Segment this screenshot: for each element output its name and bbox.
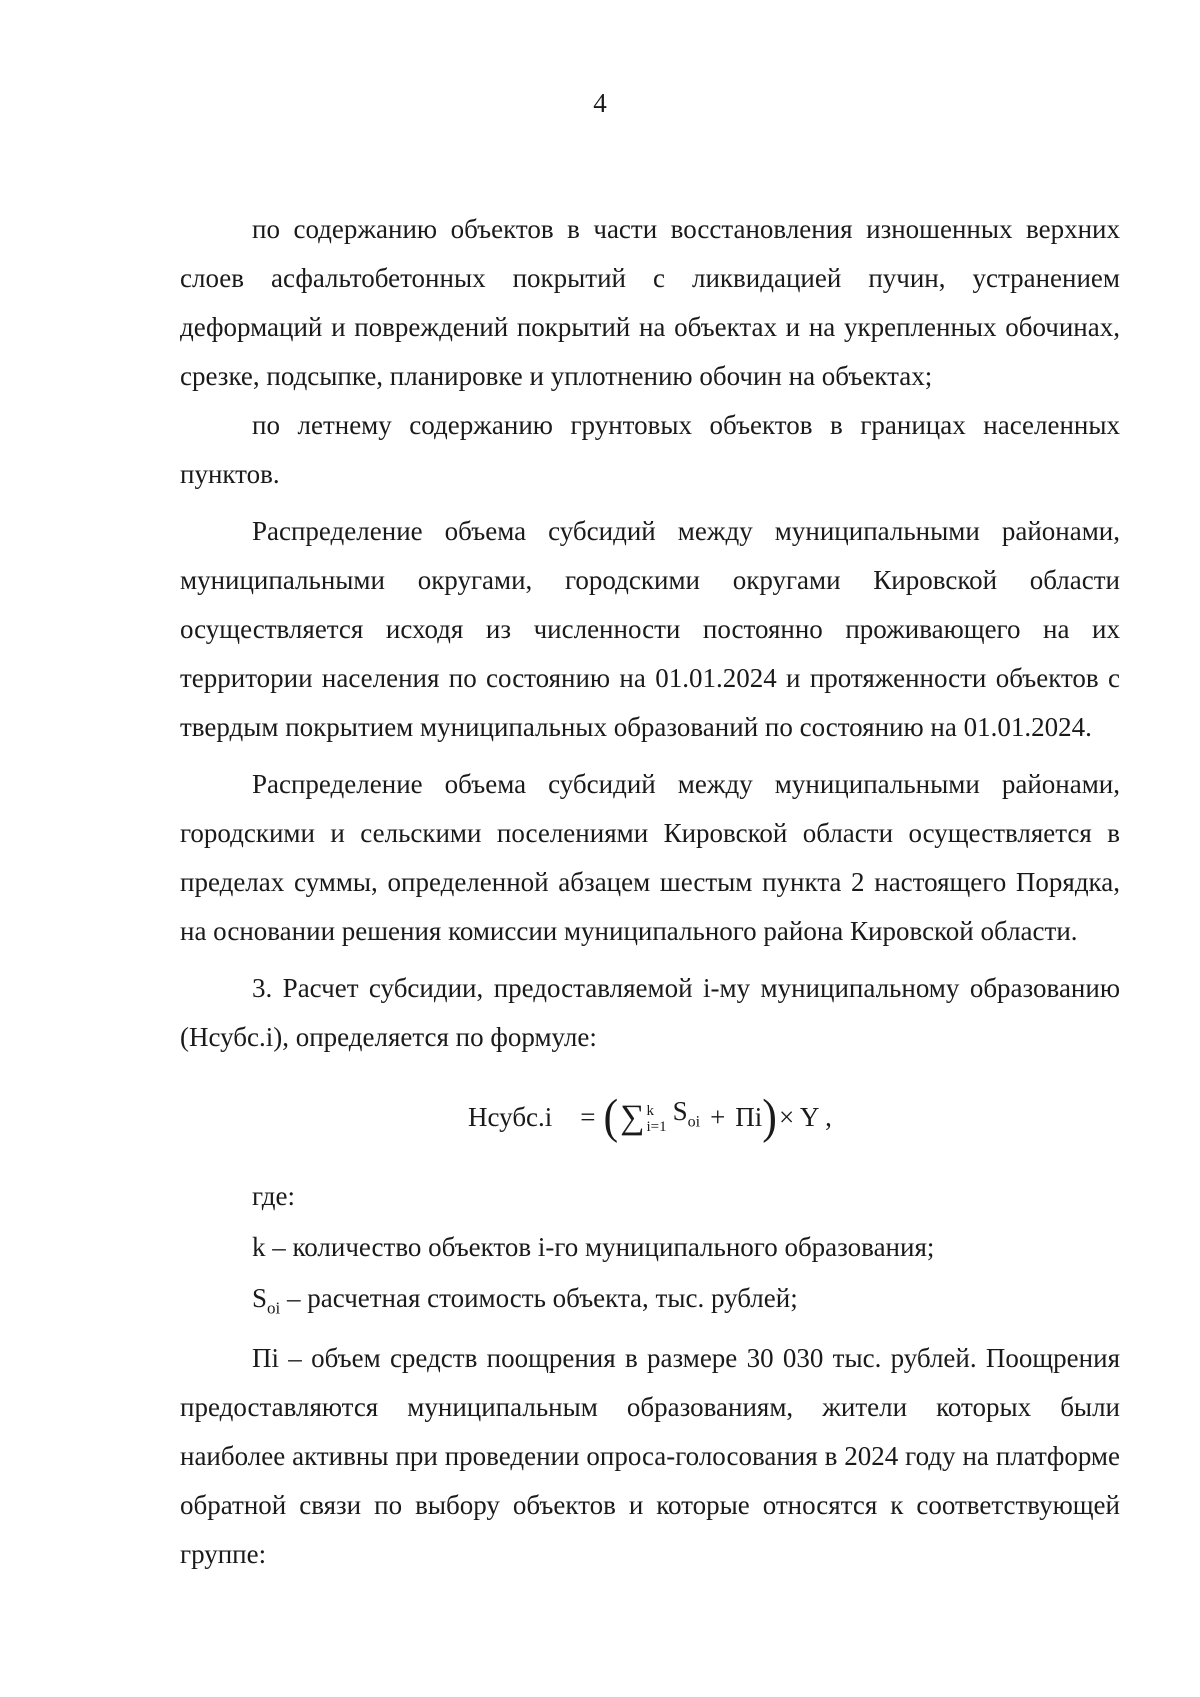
formula-equals: = xyxy=(580,1101,596,1132)
definition-pi: Пi – объем средств поощрения в размере 30 030 тыс. рублей. Поощрения предоставляются муниципальным образованиям, жители которых были наиболее активны при проведении опроса-голосования в 2024 году на платформе обратной связи по выбору объектов и которые относятся к соответствующей группе: xyxy=(180,1343,1120,1570)
formula-lower-limit: i=1 xyxy=(646,1119,667,1135)
paragraph-distribution-districts: Распределение объема субсидий между муниципальными районами, муниципальными округами, городскими округами Кировской области осуществляется исходя из численности постоянно проживающего на их территории населения по состоянию на 01.01.2024 и протяженности объектов с твердым покрытием муниципальных образований по состоянию на 01.01.2024. xyxy=(180,516,1120,742)
formula-close-paren: ) xyxy=(762,1089,777,1144)
subsidy-formula xyxy=(180,1062,1120,1172)
paragraph-summer-maintenance: по летнему содержанию грунтовых объектов в границах населенных пунктов. xyxy=(180,410,1120,489)
paragraph-subsidy-calculation: 3. Расчет субсидии, предоставляемой i-му муниципальному образованию (Нсубс.i), определяется по формуле: xyxy=(180,973,1120,1052)
definition-k: k – количество объектов i-го муниципального образования; xyxy=(252,1232,935,1262)
formula-sum-limits xyxy=(646,1103,666,1135)
formula-times-y: × Y , xyxy=(778,1101,832,1132)
definitions-where: где: xyxy=(252,1181,295,1211)
body-text xyxy=(180,205,1120,1579)
paragraph-distribution-settlements: Распределение объема субсидий между муниципальными районами, городскими и сельскими поселениями Кировской области осуществляется в пределах суммы, определенной абзацем шестым пункта 2 настоящего Порядка, на основании решения комиссии муниципального района Кировской области. xyxy=(180,769,1120,946)
formula-lhs: Нсубс.i xyxy=(468,1101,553,1132)
formula-upper-limit: k xyxy=(646,1103,654,1119)
formula-s-term: $S_{oi}$ xyxy=(672,1096,701,1131)
formula-plus: + xyxy=(710,1101,726,1132)
page-number: 4 xyxy=(593,88,607,118)
formula-sigma: ∑ xyxy=(620,1098,645,1136)
paragraph-road-maintenance: по содержанию объектов в части восстановления изношенных верхних слоев асфальтобетонных покрытий с ликвидацией пучин, устранением деформаций и повреждений покрытий на объектах и на укрепленных обочинах, срезке, подсыпке, планировке и уплотнению обочин на объектах; xyxy=(180,214,1120,391)
formula-open-paren: ( xyxy=(603,1089,619,1144)
formula-pi: Пi xyxy=(735,1101,763,1132)
definition-s: $S_{oi}$ – расчетная стоимость объекта, тыс. рублей; xyxy=(252,1283,798,1318)
